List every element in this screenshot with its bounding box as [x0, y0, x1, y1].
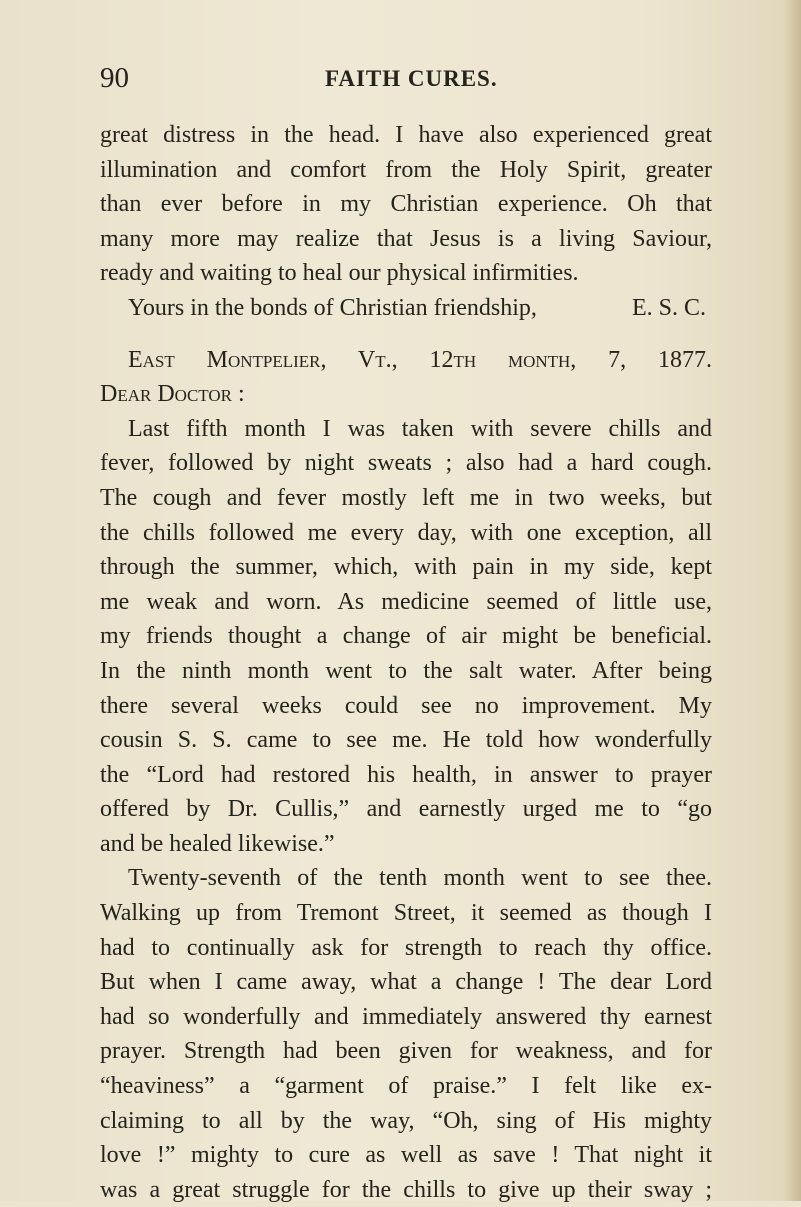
text-line: and be healed likewise.” — [100, 830, 335, 857]
dateline: East Montpelier, Vt., 12th month, 7, 1877. — [128, 346, 712, 373]
section-gap — [100, 326, 712, 343]
signoff-initials: E. S. C. — [631, 294, 706, 321]
running-title: FAITH CURES. — [325, 66, 498, 91]
text-line: cousin S. S. came to see me. He told how wonderfully — [100, 727, 712, 754]
text-line: illumination and comfort from the Holy Spirit, greater — [100, 156, 712, 183]
text-line: ready and waiting to heal our physical infirmities. — [100, 260, 579, 287]
text-line: through the summer, which, with pain in my side, kept — [100, 554, 712, 581]
text-line: many more may realize that Jesus is a living Saviour, — [100, 225, 712, 252]
text-line: the “Lord had restored his health, in answer to prayer — [100, 761, 712, 788]
signoff-closing: Yours in the bonds of Christian friendship, — [128, 294, 537, 321]
text-line: had to continually ask for strength to reach thy office. — [100, 934, 712, 961]
text-line: Walking up from Tremont Street, it seemed as though I — [100, 900, 712, 927]
text-line: my friends thought a change of air might be beneficial. — [100, 623, 712, 650]
text-line: love !” mighty to cure as well as save ! That night it — [100, 1142, 712, 1169]
text-line: there several weeks could see no improvement. My — [100, 692, 712, 719]
page-number: 90 — [100, 62, 129, 94]
text-line: prayer. Strength had been given for weakness, and for — [100, 1038, 712, 1065]
text-line: In the ninth month went to the salt water. After being — [100, 657, 712, 684]
page-edge-shadow — [785, 0, 801, 1201]
page-body — [100, 118, 712, 1207]
salutation: Dear Doctor : — [100, 381, 245, 408]
text-line: Last fifth month I was taken with severe chills and — [128, 415, 712, 442]
signoff — [100, 291, 712, 326]
text-line: offered by Dr. Cullis,” and earnestly urged me to “go — [100, 796, 712, 823]
text-line: had so wonderfully and immediately answered thy earnest — [100, 1003, 712, 1030]
text-line: was a great struggle for the chills to give up their sway ; — [100, 1176, 712, 1203]
text-line: Twenty-seventh of the tenth month went to see thee. — [128, 865, 712, 892]
text-line: “heaviness” a “garment of praise.” I felt like ex- — [100, 1073, 712, 1100]
text-line: the chills followed me every day, with one exception, all — [100, 519, 712, 546]
text-line: fever, followed by night sweats ; also had a hard cough. — [100, 450, 712, 477]
text-line: me weak and worn. As medicine seemed of little use, — [100, 588, 712, 615]
text-line: great distress in the head. I have also experienced great — [100, 122, 712, 148]
page-header — [100, 62, 712, 102]
text-line: But when I came away, what a change ! The dear Lord — [100, 969, 712, 996]
text-line: claiming to all by the way, “Oh, sing of His mighty — [100, 1107, 712, 1134]
text-line: The cough and fever mostly left me in two weeks, but — [100, 484, 712, 511]
text-line: than ever before in my Christian experience. Oh that — [100, 191, 712, 218]
